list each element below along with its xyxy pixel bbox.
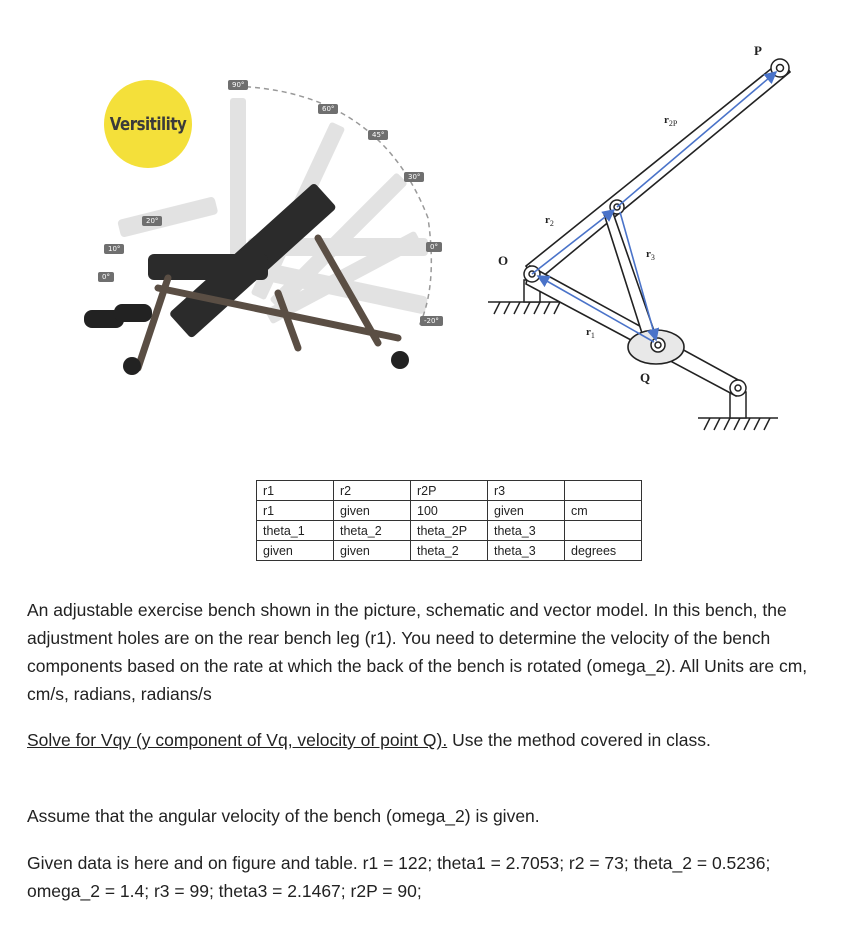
table-row (257, 481, 642, 501)
table-cell: r2 (334, 481, 411, 501)
table-cell: r2P (411, 481, 488, 501)
table-cell: theta_3 (488, 541, 565, 561)
given-data-table (256, 480, 642, 561)
given-data-paragraph: Given data is here and on figure and table. r1 = 122; theta1 = 2.7053; r2 = 73; theta_2 = 0.5236; omega_2 = 1.4; r3 = 99; theta3 = 2.1467; r2P = 90; (27, 853, 771, 901)
table-row (257, 541, 642, 561)
vector-r2-label: $r_2$ (545, 214, 554, 229)
angle-tag: 0° (98, 272, 114, 282)
angle-tag: 30° (404, 172, 424, 182)
table-cell: given (257, 541, 334, 561)
table-cell: r1 (257, 481, 334, 501)
angle-tag: 60° (318, 104, 338, 114)
table-cell: degrees (565, 541, 642, 561)
table-row (257, 501, 642, 521)
table-cell: theta_1 (257, 521, 334, 541)
table-cell: r3 (488, 481, 565, 501)
table-row (257, 521, 642, 541)
vector-r1-label: $r_1$ (586, 326, 595, 341)
angle-tag: 20° (142, 216, 162, 226)
table-cell (565, 481, 642, 501)
table-cell: cm (565, 501, 642, 521)
vector-r2p-label: $r_{2P}$ (664, 114, 678, 129)
task-paragraph (27, 726, 817, 754)
point-q-label: Q (640, 370, 651, 385)
table-cell: theta_2 (411, 541, 488, 561)
task-link[interactable]: Solve for Vqy (y component of Vq, velocity of point Q). (27, 730, 448, 750)
schematic-diagram (480, 40, 800, 450)
angle-tag: 0° (426, 242, 442, 252)
table-cell (565, 521, 642, 541)
table-cell: r1 (257, 501, 334, 521)
table-cell: theta_3 (488, 521, 565, 541)
angle-tag: 90° (228, 80, 248, 90)
table-cell: theta_2P (411, 521, 488, 541)
brand-badge-text: Versitility (109, 113, 187, 135)
task-rest-text: Use the method covered in class. (447, 730, 711, 750)
vector-r3-label: $r_3$ (646, 248, 655, 263)
angle-tag: 45° (368, 130, 388, 140)
table-cell: given (334, 541, 411, 561)
angle-tag: -20° (420, 316, 443, 326)
ground-support-right (698, 392, 778, 430)
assumption-paragraph: Assume that the angular velocity of the bench (omega_2) is given. (27, 806, 540, 826)
intro-paragraph: An adjustable exercise bench shown in the picture, schematic and vector model. In this bench, the adjustment holes are on the rear bench leg (r1). You need to determine the velocity of the bench components based on the rate at which the back of the bench is rotated (omega_2). All Units are cm, cm/s, radians, radians/s (27, 600, 808, 704)
angle-tag: 10° (104, 244, 124, 254)
table-cell: given (334, 501, 411, 521)
point-o-label: O (498, 253, 509, 268)
table-cell: given (488, 501, 565, 521)
table-cell: 100 (411, 501, 488, 521)
table-cell: theta_2 (334, 521, 411, 541)
brand-badge (104, 80, 192, 168)
point-p-label: P (754, 43, 762, 58)
